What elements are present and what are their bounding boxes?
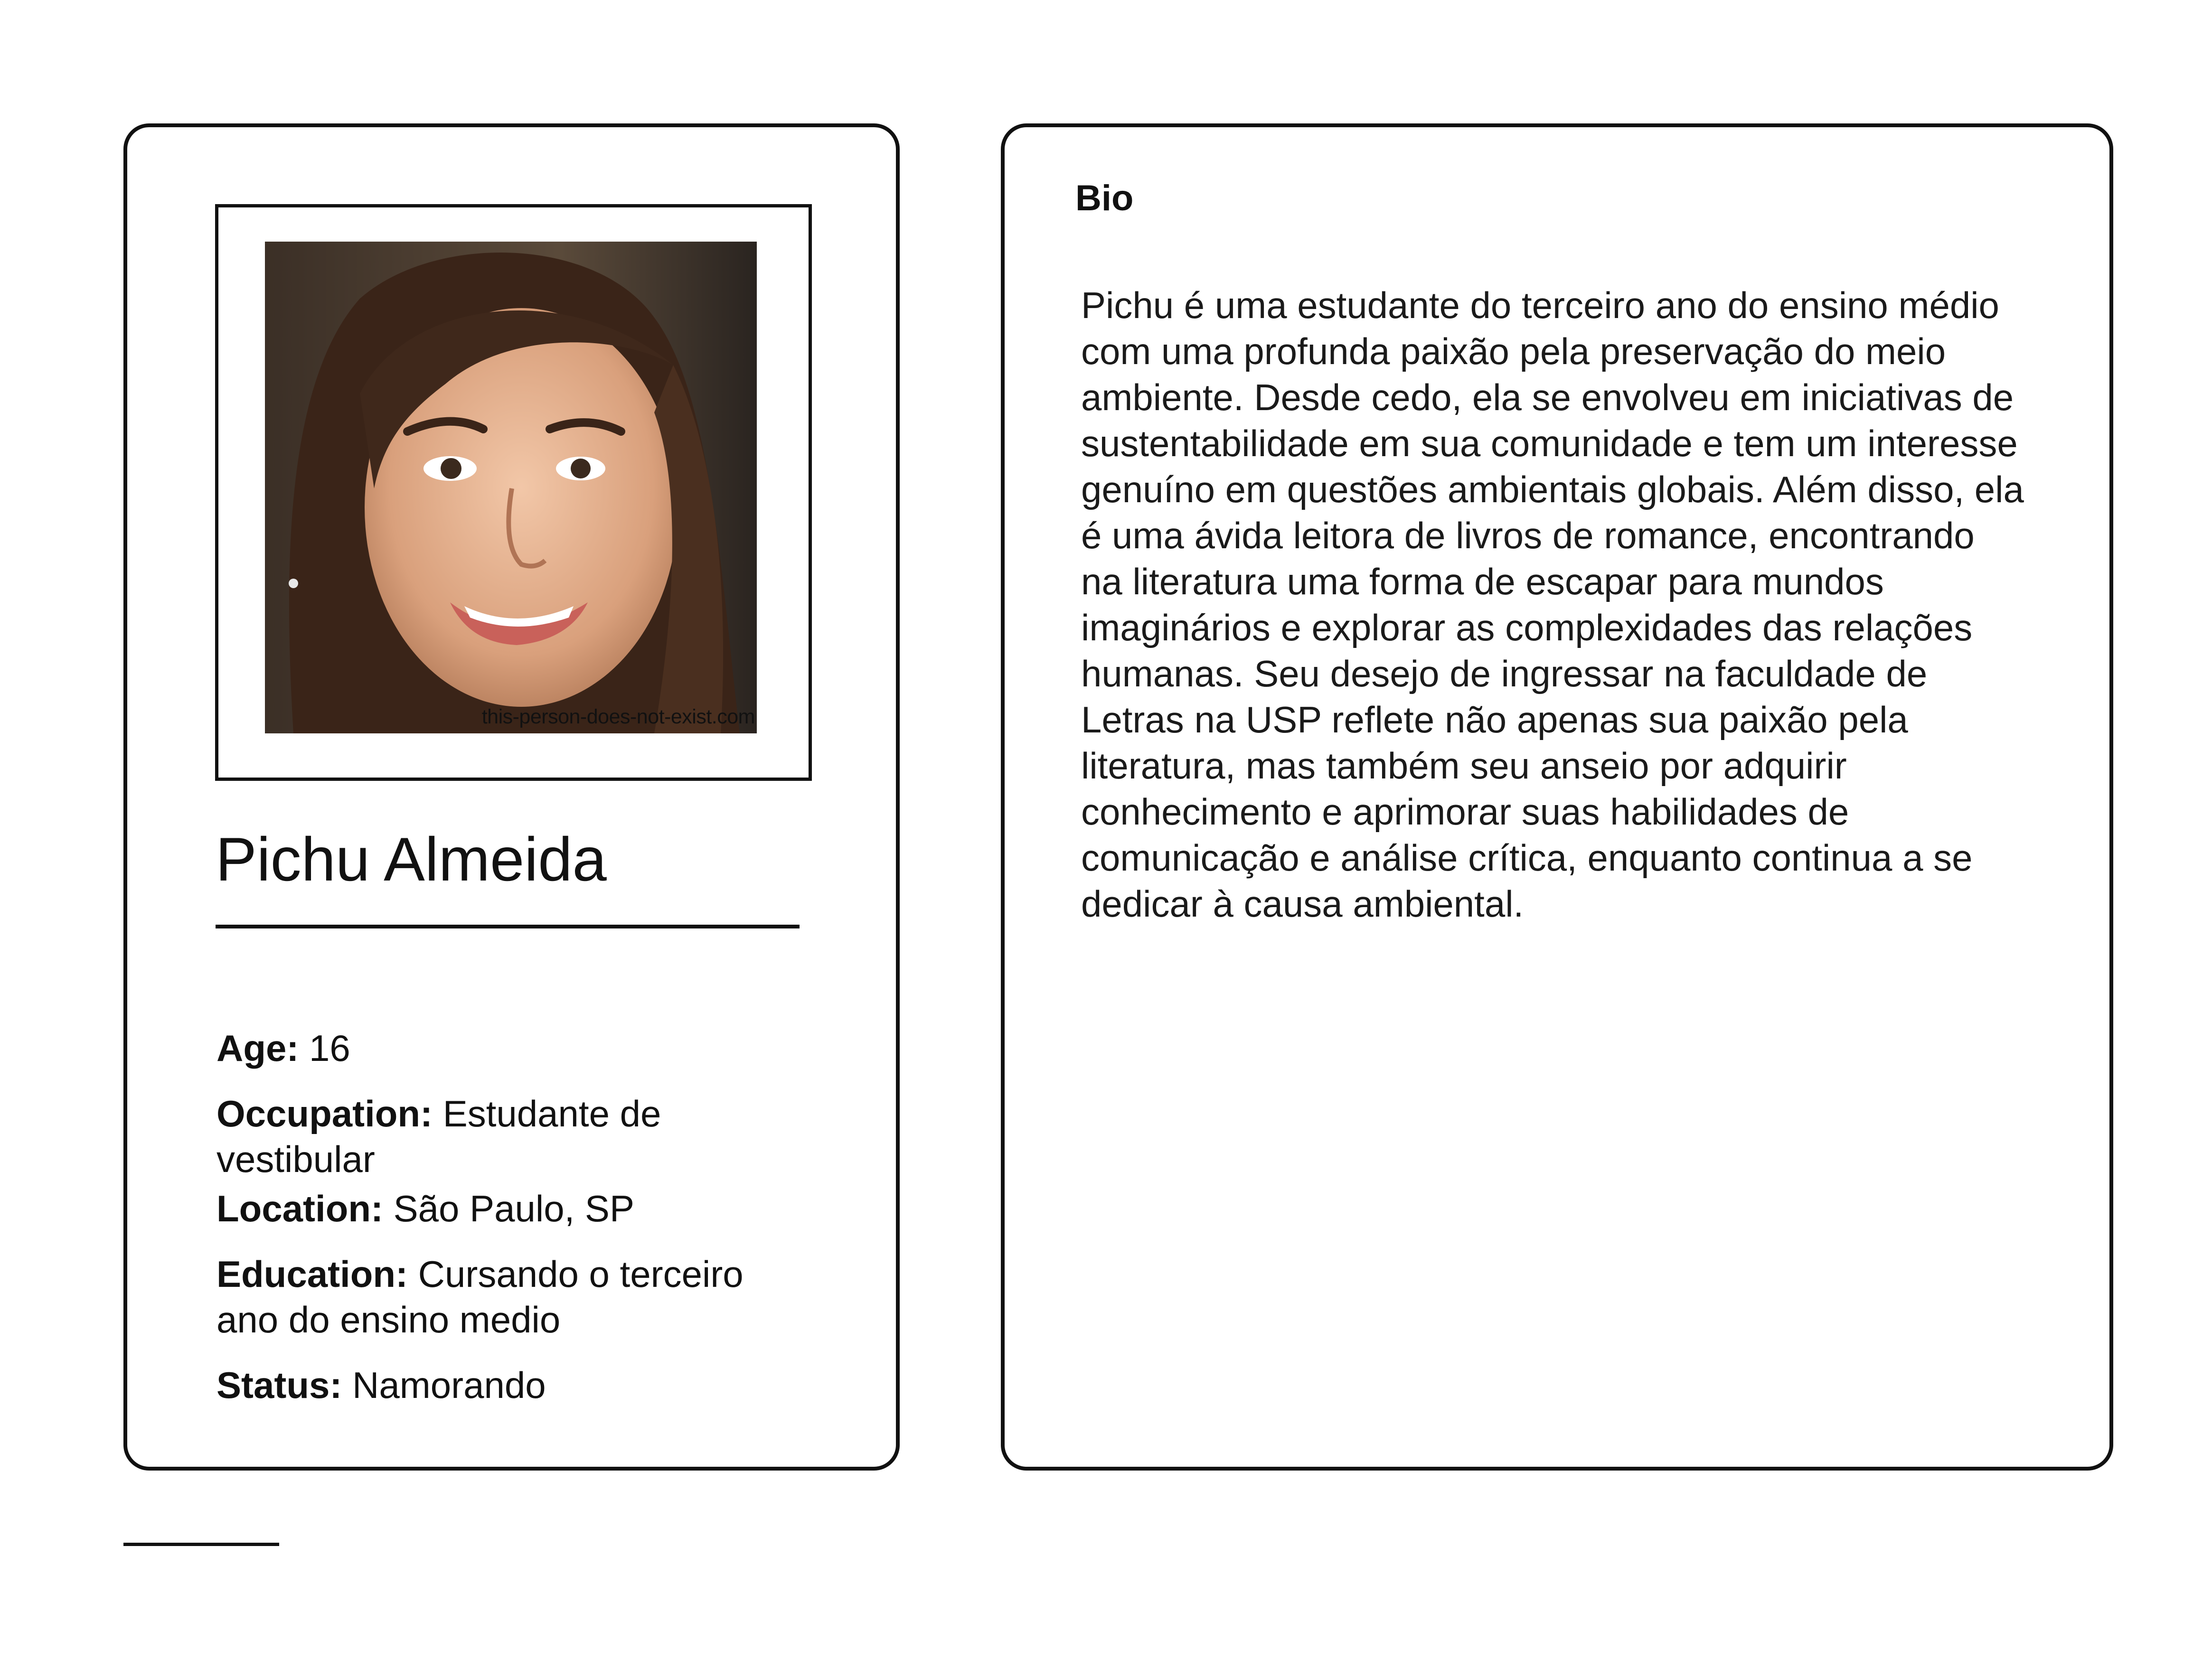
field-location-label: Location: bbox=[216, 1188, 383, 1229]
field-occupation bbox=[216, 1091, 805, 1182]
profile-fields bbox=[216, 1025, 805, 1408]
field-occupation-label: Occupation: bbox=[216, 1093, 433, 1134]
photo-frame bbox=[215, 204, 812, 781]
bio-text: Pichu é uma estudante do terceiro ano do ensino médio com uma profunda paixão pela preservação do meio ambiente. Desde cedo, ela se envolveu em iniciativas de sustentabilidade em sua comunidade e tem um interesse genuíno em questões ambientais globais. Além disso, ela é uma ávida leitora de livros de romance, encontrando na literatura uma forma de escapar para mundos imaginários e explorar as complexidades das relações humanas. Seu desejo de ingressar na faculdade de Letras na USP reflete não apenas sua paixão pela literatura, mas também seu anseio por adquirir conhecimento e aprimorar suas habilidades de comunicação e análise crítica, enquanto continua a se dedicar à causa ambiental. bbox=[1081, 284, 2024, 925]
profile-photo bbox=[265, 242, 757, 733]
bio-title: Bio bbox=[1075, 178, 1134, 218]
field-occupation-value: Estudante de vestibular bbox=[216, 1093, 661, 1180]
profile-name: Pichu Almeida bbox=[216, 825, 607, 894]
field-location bbox=[216, 1186, 805, 1231]
name-divider bbox=[216, 925, 800, 928]
field-education-value: Cursando o terceiro ano do ensino medio bbox=[216, 1253, 744, 1340]
field-age bbox=[216, 1025, 805, 1071]
field-education bbox=[216, 1251, 805, 1342]
photo-watermark: this-person-does-not-exist.com bbox=[481, 705, 755, 728]
field-education-label: Education: bbox=[216, 1253, 408, 1295]
field-location-value: São Paulo, SP bbox=[393, 1188, 634, 1229]
field-status bbox=[216, 1362, 805, 1408]
field-age-value: 16 bbox=[309, 1027, 350, 1069]
footer-divider bbox=[123, 1543, 279, 1546]
field-status-label: Status: bbox=[216, 1364, 342, 1406]
field-status-value: Namorando bbox=[352, 1364, 546, 1406]
field-age-label: Age: bbox=[216, 1027, 299, 1069]
